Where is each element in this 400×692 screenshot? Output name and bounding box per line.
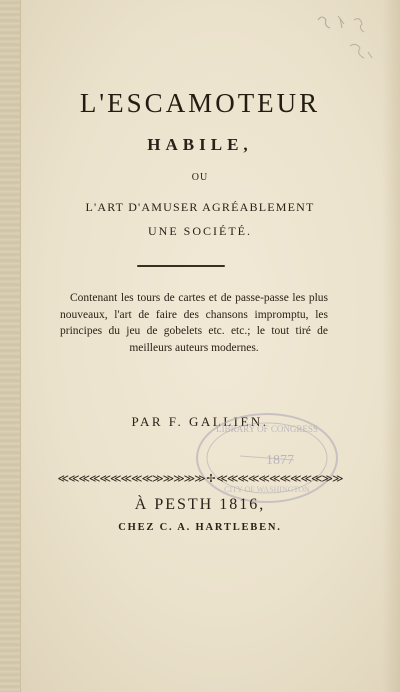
- stamp-bottom-text: CITY OF WASHINGTON: [224, 485, 310, 494]
- alternate-title-line-2: UNE SOCIÉTÉ.: [148, 224, 252, 238]
- title-conjunction: OU: [191, 172, 209, 183]
- author-line: PAR F. GALLIEN.: [131, 414, 269, 429]
- decorative-rule: [137, 265, 225, 267]
- stamp-year: 1877: [266, 453, 294, 468]
- alternate-title-line-1: L'ART D'AMUSER AGRÉABLEMENT: [85, 200, 315, 214]
- imprint-place-date: À PESTH 1816,: [134, 496, 266, 513]
- stamp-top-text: LIBRARY OF CONGRESS: [216, 424, 318, 434]
- description-paragraph: Contenant les tours de cartes et de passe-passe les plus nouveaux, l'art de faire des chansons impromptu, les principes du jeu de gobelets etc. etc.; le tout tiré de meilleurs auteurs modernes.: [60, 292, 328, 354]
- book-subtitle: HABILE,: [147, 135, 253, 154]
- ornamental-border: ≪≪≪≪≪≪≪≪≪≫≫≫≫≫ ✢ ≪≪≪≪≪≪≪≪≪≪≫≫: [57, 473, 343, 485]
- library-stamp: [192, 408, 342, 508]
- imprint-publisher: CHEZ C. A. HARTLEBEN.: [118, 522, 282, 533]
- book-title: L'ESCAMOTEUR: [79, 88, 321, 118]
- pencil-marks: [310, 6, 380, 66]
